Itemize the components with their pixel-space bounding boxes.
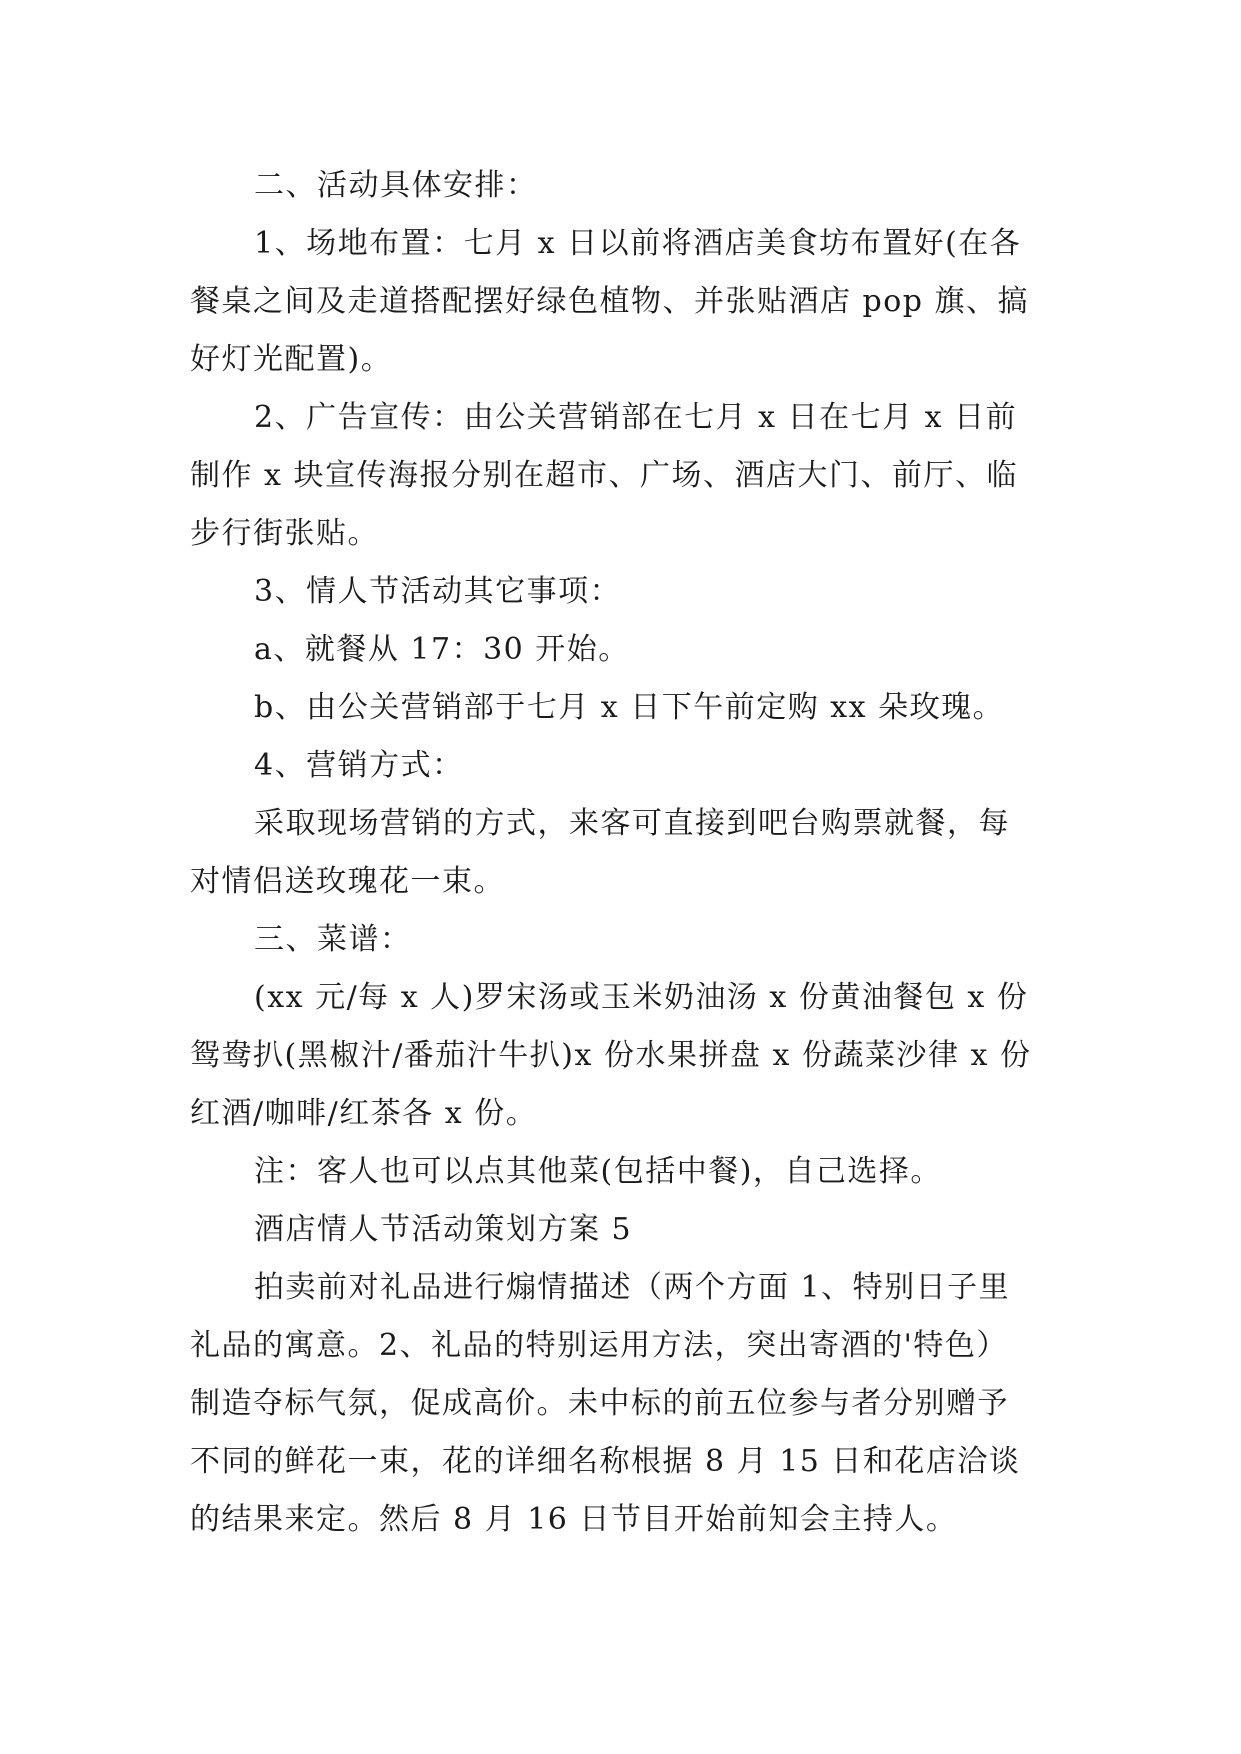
paragraph-p11 — [190, 1143, 1050, 1201]
paragraph-p9 — [190, 911, 1050, 969]
text-line: 1、场地布置：七月 x 日以前将酒店美食坊布置好(在各 — [254, 226, 1022, 261]
text-line: b、由公关营销部于七月 x 日下午前定购 xx 朵玫瑰。 — [254, 690, 1005, 725]
text-line: 步行街张贴。 — [190, 516, 379, 551]
text-line: 餐桌之间及走道搭配摆好绿色植物、并张贴酒店 pop 旗、搞 — [190, 284, 1030, 319]
text-line: 制作 x 块宣传海报分别在超市、广场、酒店大门、前厅、临 — [190, 458, 1018, 493]
text-line: 礼品的寓意。2、礼品的特别运用方法，突出寄酒的'特色） — [190, 1328, 1008, 1363]
text-line: 好灯光配置)。 — [190, 342, 393, 377]
text-line: 酒店情人节活动策划方案 5 — [254, 1212, 633, 1247]
paragraph-p2 — [190, 215, 1050, 389]
text-line: 制造夺标气氛，促成高价。未中标的前五位参与者分别赠予 — [190, 1386, 1009, 1421]
text-line: 采取现场营销的方式，来客可直接到吧台购票就餐，每 — [254, 806, 1010, 841]
text-line: 3、情人节活动其它事项： — [254, 574, 622, 609]
text-line: 的结果来定。然后 8 月 16 日节目开始前知会主持人。 — [190, 1502, 958, 1537]
paragraph-p10 — [190, 969, 1050, 1143]
text-line: 2、广告宣传：由公关营销部在七月 x 日在七月 x 日前 — [254, 400, 1018, 435]
text-line: 鸳鸯扒(黑椒汁/番茄汁牛扒)x 份水果拼盘 x 份蔬菜沙律 x 份 — [190, 1038, 1032, 1073]
text-line: 对情侣送玫瑰花一束。 — [190, 864, 505, 899]
paragraph-p8 — [190, 795, 1050, 911]
paragraph-p1 — [190, 157, 1050, 215]
paragraph-p7 — [190, 737, 1050, 795]
paragraph-p12 — [190, 1201, 1050, 1259]
paragraph-p6 — [190, 679, 1050, 737]
text-line: 不同的鲜花一束，花的详细名称根据 8 月 15 日和花店洽谈 — [190, 1444, 1021, 1479]
document-body — [190, 157, 1050, 1549]
text-line: 红酒/咖啡/红茶各 x 份。 — [190, 1096, 538, 1131]
text-line: 拍卖前对礼品进行煽情描述（两个方面 1、特别日子里 — [254, 1270, 1011, 1305]
paragraph-p4 — [190, 563, 1050, 621]
paragraph-p3 — [190, 389, 1050, 563]
text-line: 注：客人也可以点其他菜(包括中餐)，自己选择。 — [254, 1154, 942, 1189]
text-line: a、就餐从 17：30 开始。 — [254, 632, 630, 667]
text-line: 三、菜谱： — [254, 922, 412, 957]
text-line: 二、活动具体安排： — [254, 168, 538, 203]
paragraph-p13 — [190, 1259, 1050, 1549]
paragraph-p5 — [190, 621, 1050, 679]
text-line: (xx 元/每 x 人)罗宋汤或玉米奶油汤 x 份黄油餐包 x 份 — [254, 980, 1029, 1015]
text-line: 4、营销方式： — [254, 748, 464, 783]
